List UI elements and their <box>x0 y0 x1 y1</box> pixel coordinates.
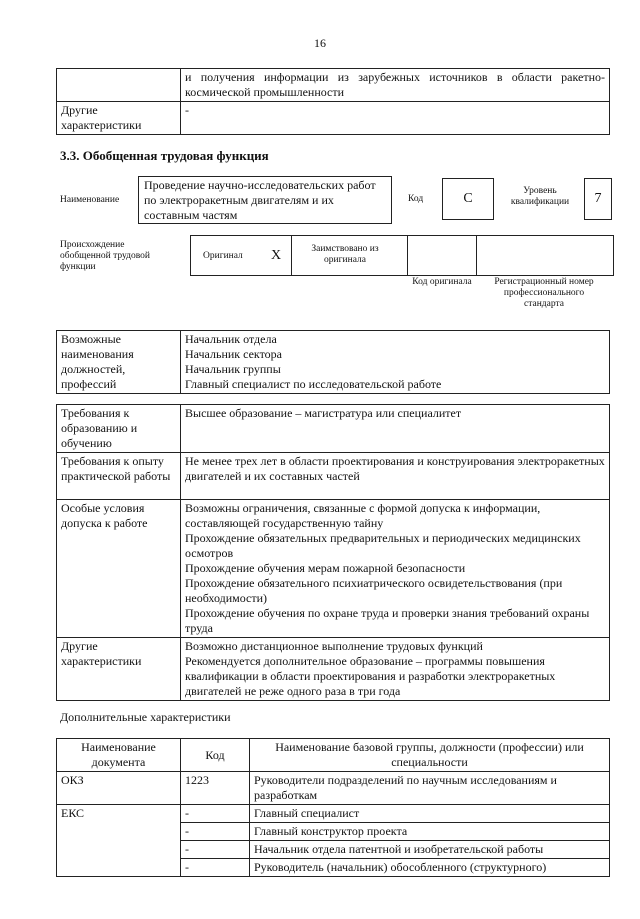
okz-name: Руководители подразделений по научным исследованиям и разработкам <box>250 772 610 805</box>
name-value: Проведение научно-исследовательских работ по электроракетным двигателям и их составным частям <box>144 178 376 222</box>
position-item: Главный специалист по исследовательской работе <box>185 377 442 391</box>
code-box <box>442 178 494 220</box>
level-label: Уровень квалификации <box>510 186 570 207</box>
extra-title: Дополнительные характеристики <box>60 710 231 724</box>
top-table-value: - <box>181 102 610 135</box>
requirement-line: Возможно дистанционное выполнение трудовых функций <box>185 639 483 653</box>
origin-box <box>190 235 614 276</box>
eks-code: - <box>181 823 250 841</box>
requirement-value <box>181 405 610 453</box>
top-table-label: Другие характеристики <box>57 102 181 135</box>
requirement-line: Рекомендуется дополнительное образование – программы повышения квалификации в области проектирования и разработки электроракетных двигателей не реже одного раза в три года <box>185 654 556 698</box>
origin-label: Происхождение обобщенной трудовой функции <box>60 240 150 272</box>
name-value-box <box>138 176 392 224</box>
original-mark: X <box>271 248 282 263</box>
origin-divider-1 <box>291 236 292 275</box>
position-item: Начальник сектора <box>185 347 282 361</box>
requirement-label: Особые условия допуска к работе <box>57 500 181 638</box>
positions-label: Возможные наименования должностей, профессий <box>57 331 181 394</box>
requirements-table <box>56 404 610 701</box>
extra-header: Наименование базовой группы, должности (профессии) или специальности <box>250 739 610 772</box>
positions-table <box>56 330 610 394</box>
requirement-label: Требования к опыту практической работы <box>57 453 181 500</box>
extra-header: Наименование документа <box>57 739 181 772</box>
section-title: 3.3. Обобщенная трудовая функция <box>60 148 269 163</box>
requirement-label: Другие характеристики <box>57 638 181 701</box>
requirement-label: Требования к образованию и обучению <box>57 405 181 453</box>
eks-doc: ЕКС <box>57 805 181 877</box>
page-number: 16 <box>314 36 326 50</box>
eks-name: Руководитель (начальник) обособленного (структурного) <box>250 859 610 877</box>
position-item: Начальник отдела <box>185 332 277 346</box>
requirement-value <box>181 453 610 500</box>
eks-name: Начальник отдела патентной и изобретательской работы <box>250 841 610 859</box>
requirement-line: Прохождение обязательного психиатрического освидетельствования (при необходимости) <box>185 576 563 605</box>
position-item: Начальник группы <box>185 362 281 376</box>
requirement-line: Прохождение обучения по охране труда и проверки знания требований охраны труда <box>185 606 590 635</box>
code-caption: Код оригинала <box>412 277 472 287</box>
original-label: Оригинал <box>203 251 243 261</box>
eks-name: Главный специалист <box>250 805 610 823</box>
eks-code: - <box>181 805 250 823</box>
origin-divider-3 <box>476 236 477 275</box>
requirement-value <box>181 638 610 701</box>
eks-code: - <box>181 859 250 877</box>
okz-code: 1223 <box>181 772 250 805</box>
requirement-line: Возможны ограничения, связанные с формой допуска к информации, составляющей государственную тайну <box>185 501 541 530</box>
origin-divider-2 <box>407 236 408 275</box>
borrowed-label: Заимствовано из оригинала <box>311 244 379 265</box>
okz-doc: ОКЗ <box>57 772 181 805</box>
requirement-line: Прохождение обязательных предварительных и периодических медицинских осмотров <box>185 531 581 560</box>
extra-header: Код <box>181 739 250 772</box>
positions-list <box>181 331 610 394</box>
eks-code: - <box>181 841 250 859</box>
requirement-line: Не менее трех лет в области проектирования и конструирования электроракетных двигателей и их составных частей <box>185 454 605 483</box>
reg-caption: Регистрационный номер профессионального стандарта <box>494 277 594 309</box>
requirement-value <box>181 500 610 638</box>
code-label: Код <box>408 194 424 204</box>
top-table <box>56 68 610 135</box>
top-table-text: и получения информации из зарубежных источников в области ракетно-космической промышленности <box>181 69 610 102</box>
requirement-line: Прохождение обучения мерам пожарной безопасности <box>185 561 466 575</box>
name-label: Наименование <box>60 195 120 205</box>
top-table-empty-cell <box>57 69 181 102</box>
level-box <box>584 178 612 220</box>
level-value: 7 <box>594 191 602 206</box>
eks-name: Главный конструктор проекта <box>250 823 610 841</box>
code-value: C <box>463 191 473 206</box>
requirement-line: Высшее образование – магистратура или специалитет <box>185 406 462 420</box>
extra-table <box>56 738 610 877</box>
